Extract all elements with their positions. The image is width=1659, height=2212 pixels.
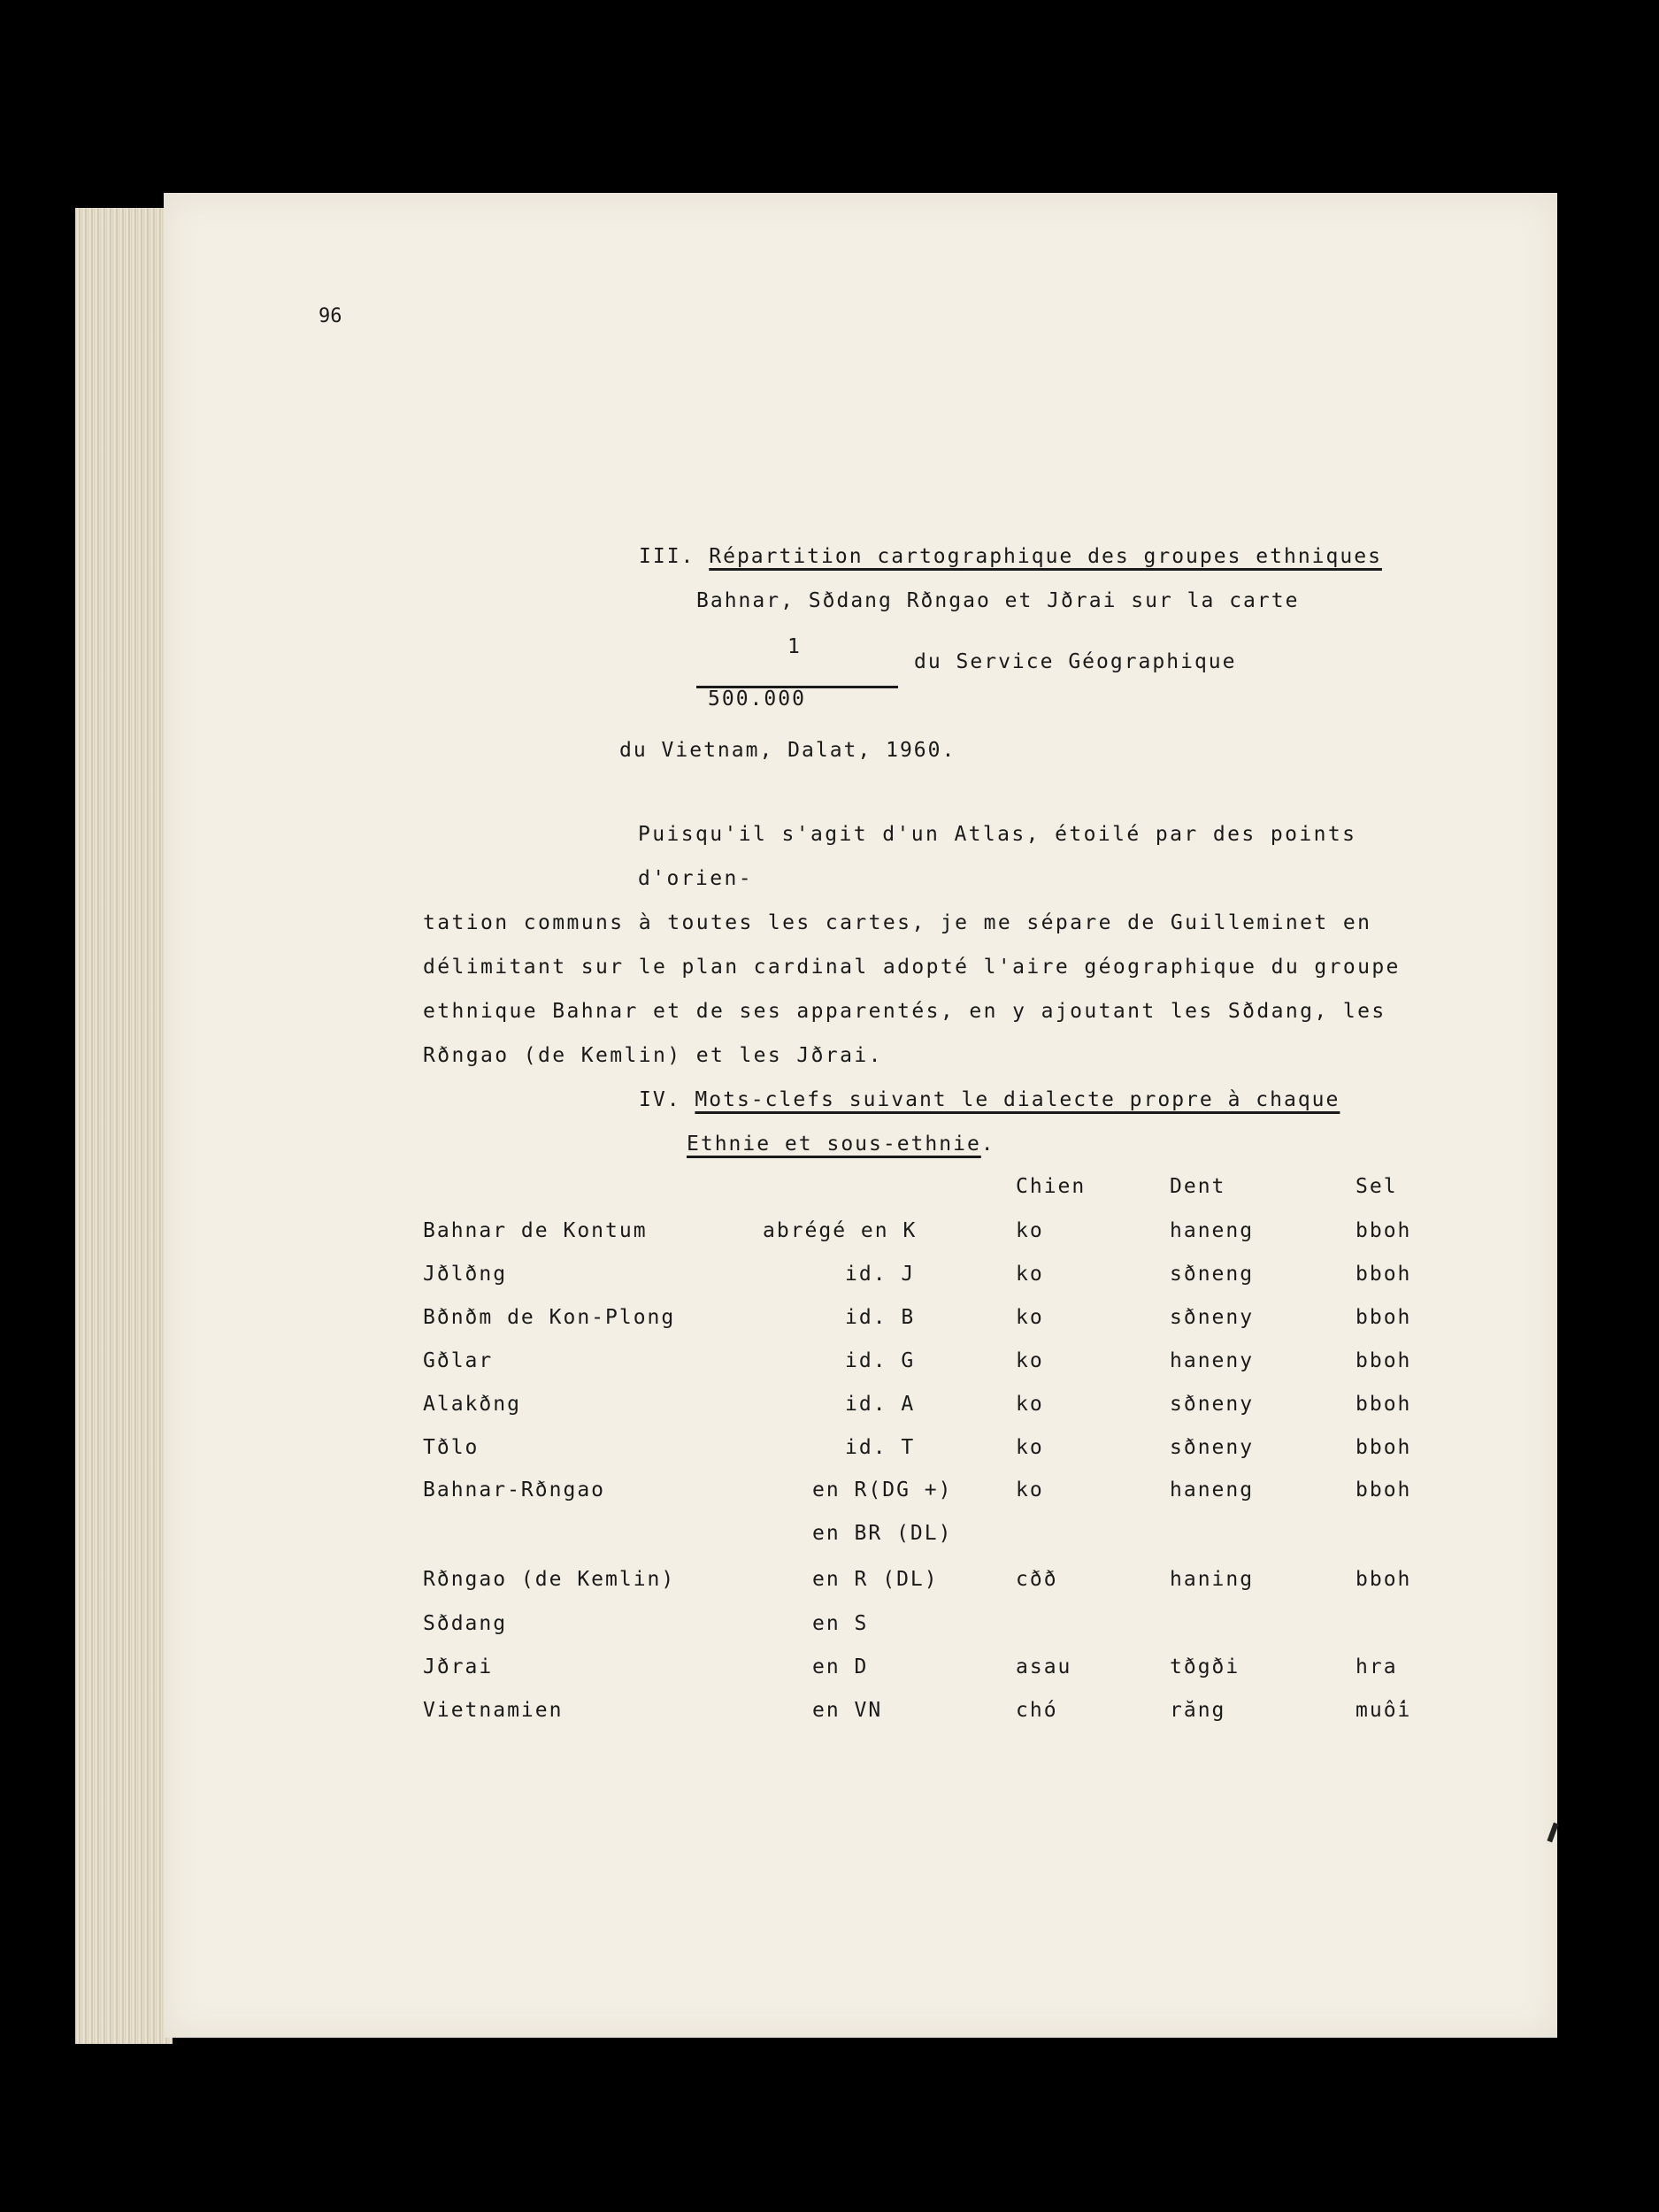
row-sel: bboh [1356,1219,1412,1242]
row-dent: tðgði [1170,1655,1240,1678]
row-dent: sðneny [1170,1306,1255,1329]
row-dent: sðneny [1170,1436,1255,1459]
row-chien: ko [1016,1263,1044,1286]
section4-heading-end: . [980,1133,995,1156]
row-dent: răng [1170,1699,1226,1722]
row-abbr: en D [812,1655,869,1678]
row-chien: ko [1016,1306,1044,1329]
section4-heading-num: IV. [639,1088,681,1111]
row-abbr: en R(DG +) [812,1479,953,1502]
book-page [164,193,1557,2038]
row-abbr: id. T [845,1436,916,1459]
row-name: Rðngao (de Kemlin) [423,1568,676,1591]
row-dent: haneng [1170,1219,1255,1242]
row-sel: muối [1356,1699,1412,1722]
section4-heading-title-2: Ethnie et sous-ethnie [687,1133,981,1156]
row-abbr: id. G [845,1349,916,1372]
section4-heading [639,1088,1340,1111]
row-name: Bðnðm de Kon-Plong [423,1306,676,1329]
section3-heading-title: Répartition cartographique des groupes ethniques [709,545,1382,568]
section4-heading-title-1: Mots-clefs suivant le dialecte propre à chaque [695,1088,1340,1111]
row-abbr: id. J [845,1263,916,1286]
row-name: Gðlar [423,1349,494,1372]
section3-line2: Bahnar, Sðdang Rðngao et Jðrai sur la carte [696,589,1300,612]
row-chien: ko [1016,1219,1044,1242]
row-dent: haneny [1170,1349,1255,1372]
header-dent: Dent [1170,1175,1226,1198]
page-edges [75,208,173,2044]
row-abbr: id. B [845,1306,916,1329]
row-abbr: en R (DL) [812,1568,939,1591]
row-sel: hra [1356,1655,1398,1678]
header-sel: Sel [1356,1175,1398,1198]
row-abbr: abrégé en K [763,1219,918,1242]
row-sel: bboh [1356,1436,1412,1459]
row-dent: haning [1170,1568,1255,1591]
row-sel: bboh [1356,1479,1412,1502]
row-chien: ko [1016,1436,1044,1459]
row-chien: ko [1016,1479,1044,1502]
service-label: du Service Géographique [914,650,1237,673]
fraction-numerator: 1 [787,635,802,658]
paragraph-line: délimitant sur le plan cardinal adopté l'aire géographique du groupe [423,956,1401,979]
row-name: Tðlo [423,1436,480,1459]
row-dent: sðneng [1170,1263,1255,1286]
paragraph-line: tation communs à toutes les cartes, je me sépare de Guilleminet en [423,911,1372,934]
row-name: Jðlðng [423,1263,508,1286]
row-chien: chó [1016,1699,1058,1722]
row-abbr: en BR (DL) [812,1522,953,1545]
row-abbr: en VN [812,1699,883,1722]
row-sel: bboh [1356,1393,1412,1416]
row-chien: asau [1016,1655,1072,1678]
section3-line4: du Vietnam, Dalat, 1960. [619,739,956,762]
page-number: 96 [319,305,342,327]
fraction-denominator: 500.000 [708,687,806,710]
row-name: Jðrai [423,1655,494,1678]
row-dent: sðneny [1170,1393,1255,1416]
row-name: Bahnar-Rðngao [423,1479,606,1502]
row-abbr: id. A [845,1393,916,1416]
section4-heading-line2 [687,1133,995,1156]
paragraph-line: Puisqu'il s'agit d'un Atlas, étoilé par des points d'orien- [638,823,1357,890]
row-name: Sðdang [423,1612,508,1635]
header-chien: Chien [1016,1175,1087,1198]
section3-heading [639,545,1382,568]
row-sel: bboh [1356,1349,1412,1372]
row-sel: bboh [1356,1263,1412,1286]
row-name: Alakðng [423,1393,521,1416]
row-chien: ko [1016,1393,1044,1416]
paragraph-line: ethnique Bahnar et de ses apparentés, en y ajoutant les Sðdang, les [423,1000,1386,1023]
section3-paragraph [423,812,1440,1078]
row-name: Bahnar de Kontum [423,1219,648,1242]
row-dent: haneng [1170,1479,1255,1502]
row-sel: bboh [1356,1568,1412,1591]
row-abbr: en S [812,1612,869,1635]
row-chien: ko [1016,1349,1044,1372]
row-name: Vietnamien [423,1699,564,1722]
row-chien: cðð [1016,1568,1058,1591]
paragraph-line: Rðngao (de Kemlin) et les Jðrai. [423,1044,883,1067]
row-sel: bboh [1356,1306,1412,1329]
section3-heading-num: III. [639,545,695,568]
